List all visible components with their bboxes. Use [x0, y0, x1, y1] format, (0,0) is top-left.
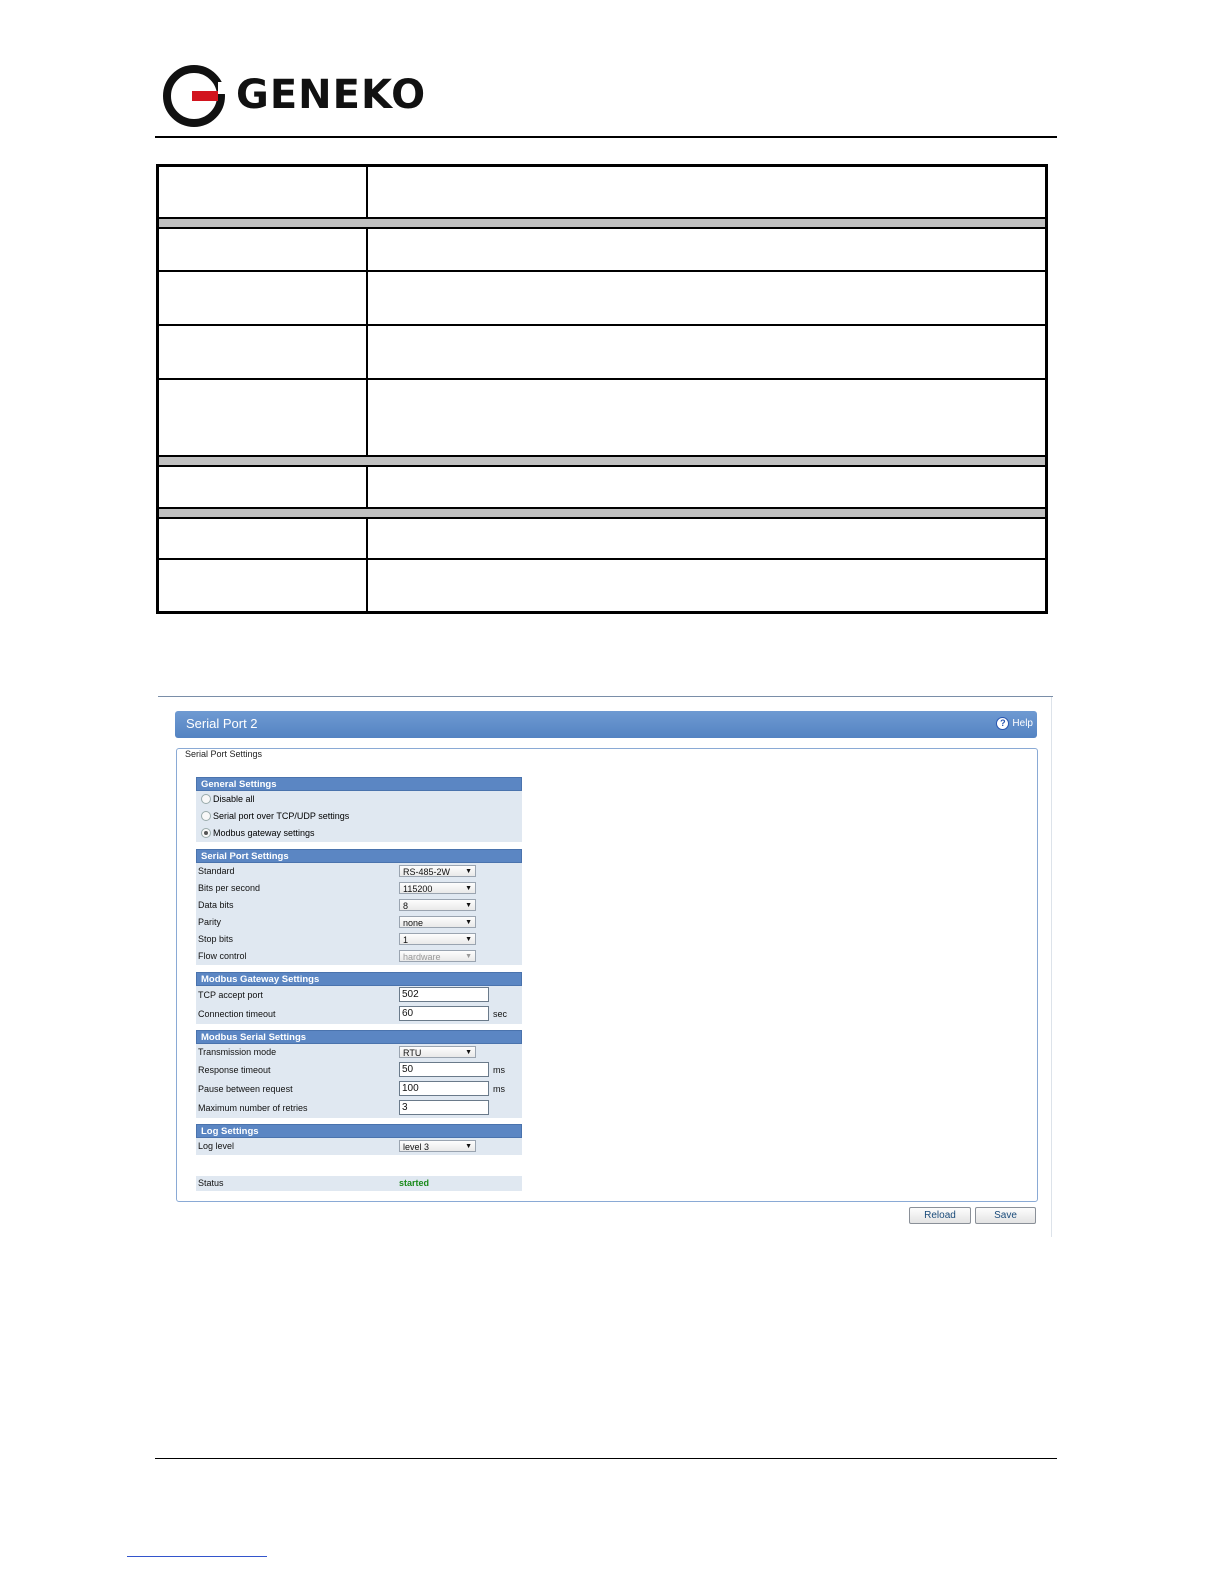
- field-label: Stop bits: [198, 934, 234, 944]
- field-label: TCP accept port: [198, 990, 263, 1000]
- radio-modbus-gateway[interactable]: [196, 825, 522, 842]
- gateway-heading: Modbus Gateway Settings: [196, 972, 522, 986]
- table-row: [159, 519, 1045, 560]
- field-label: Response timeout: [198, 1065, 271, 1075]
- field-label: Parity: [198, 917, 222, 927]
- pause-between-request-row: [196, 1080, 522, 1099]
- table-row: [159, 467, 1045, 509]
- footer-link-underline[interactable]: [127, 1555, 267, 1557]
- table-row: [159, 167, 1045, 219]
- field-label: Data bits: [198, 900, 234, 910]
- modbus-serial-heading: Modbus Serial Settings: [196, 1030, 522, 1044]
- response-timeout-row: [196, 1061, 522, 1080]
- connection-timeout-input[interactable]: 60: [399, 1006, 489, 1021]
- window-titlebar: [175, 711, 1037, 738]
- dropdown-arrow-icon: ▼: [465, 1049, 472, 1056]
- radio-label[interactable]: Disable all: [213, 794, 255, 804]
- general-settings-panel: [196, 777, 522, 842]
- dropdown-arrow-icon: ▼: [465, 1143, 472, 1150]
- field-label: Bits per second: [198, 883, 261, 893]
- select-value: level 3: [403, 1142, 430, 1152]
- serial-settings-heading: Serial Port Settings: [196, 849, 522, 863]
- field-label: Log level: [198, 1141, 235, 1151]
- field-label: Pause between request: [198, 1084, 293, 1094]
- save-button[interactable]: Save: [975, 1207, 1036, 1224]
- select-value: 115200: [403, 884, 433, 894]
- radio-serial-over-tcp-udp[interactable]: [196, 808, 522, 825]
- standard-select[interactable]: [399, 865, 476, 877]
- field-label: Standard: [198, 866, 235, 876]
- modbus-gateway-panel: [196, 972, 522, 1024]
- table-row: [159, 229, 1045, 272]
- table-row: [159, 272, 1045, 326]
- brand-name: GENEKO: [236, 72, 427, 118]
- dropdown-arrow-icon: ▼: [465, 936, 472, 943]
- radio-button[interactable]: [201, 794, 211, 804]
- table-section-separator: [159, 509, 1045, 519]
- max-retries-input[interactable]: 3: [399, 1100, 489, 1115]
- help-icon[interactable]: ?: [996, 717, 1009, 730]
- select-value: RS-485-2W: [403, 867, 451, 877]
- parity-row: [196, 914, 522, 931]
- field-label: Transmission mode: [198, 1047, 277, 1057]
- dropdown-arrow-icon: ▼: [465, 919, 472, 926]
- screenshot-edge: [1051, 697, 1052, 1237]
- table-row: [159, 380, 1045, 457]
- status-panel: [196, 1176, 522, 1191]
- help-link[interactable]: [996, 717, 1033, 730]
- flow-control-select: [399, 950, 476, 962]
- select-value: 1: [403, 935, 409, 945]
- stop-bits-select[interactable]: [399, 933, 476, 945]
- connection-timeout-row: [196, 1005, 522, 1024]
- tcp-port-row: [196, 986, 522, 1005]
- log-level-select[interactable]: [399, 1140, 476, 1152]
- dropdown-arrow-icon: ▼: [465, 885, 472, 892]
- table-row: [159, 560, 1045, 611]
- data-bits-select[interactable]: [399, 899, 476, 911]
- geneko-logo: [160, 62, 427, 132]
- table-section-separator: [159, 457, 1045, 467]
- dropdown-arrow-icon: ▼: [465, 953, 472, 960]
- stop-bits-row: [196, 931, 522, 948]
- radio-button-selected[interactable]: [201, 828, 211, 838]
- log-level-row: [196, 1138, 522, 1155]
- select-value: 8: [403, 901, 409, 911]
- radio-disable-all[interactable]: [196, 791, 522, 808]
- reload-button[interactable]: Reload: [909, 1207, 971, 1224]
- data-bits-row: [196, 897, 522, 914]
- standard-row: [196, 863, 522, 880]
- select-value: hardware: [403, 952, 441, 962]
- tcp-port-input[interactable]: 502: [399, 987, 489, 1002]
- serial-port-settings-panel: [196, 849, 522, 965]
- status-value: started: [399, 1178, 430, 1188]
- transmission-mode-select[interactable]: [399, 1046, 476, 1058]
- unit-label: sec: [493, 1009, 508, 1019]
- geneko-logo-icon: [160, 62, 232, 132]
- radio-label[interactable]: Modbus gateway settings: [213, 828, 315, 838]
- fieldset-legend: Serial Port Settings: [185, 749, 263, 759]
- parity-select[interactable]: [399, 916, 476, 928]
- radio-button[interactable]: [201, 811, 211, 821]
- unit-label: ms: [493, 1065, 505, 1075]
- log-settings-heading: Log Settings: [196, 1124, 522, 1138]
- radio-label[interactable]: Serial port over TCP/UDP settings: [213, 811, 350, 821]
- help-label[interactable]: Help: [1012, 718, 1033, 729]
- footer-rule: [155, 1458, 1057, 1459]
- response-timeout-input[interactable]: 50: [399, 1062, 489, 1077]
- bits-per-second-row: [196, 880, 522, 897]
- field-label: Connection timeout: [198, 1009, 276, 1019]
- header-rule: [155, 136, 1057, 138]
- parameter-table: [156, 164, 1048, 614]
- pause-between-request-input[interactable]: 100: [399, 1081, 489, 1096]
- select-value: RTU: [403, 1048, 422, 1058]
- max-retries-row: [196, 1099, 522, 1118]
- dropdown-arrow-icon: ▼: [465, 868, 472, 875]
- table-row: [159, 326, 1045, 380]
- modbus-serial-panel: [196, 1030, 522, 1118]
- bits-per-second-select[interactable]: [399, 882, 476, 894]
- flow-control-row: [196, 948, 522, 965]
- field-label: Flow control: [198, 951, 247, 961]
- field-label: Maximum number of retries: [198, 1103, 308, 1113]
- status-row: [196, 1176, 522, 1191]
- unit-label: ms: [493, 1084, 505, 1094]
- table-section-separator: [159, 219, 1045, 229]
- transmission-mode-row: [196, 1044, 522, 1061]
- status-label: Status: [198, 1178, 224, 1188]
- window-title: Serial Port 2: [186, 716, 258, 731]
- general-settings-heading: General Settings: [196, 777, 522, 791]
- log-settings-panel: [196, 1124, 522, 1155]
- select-value: none: [403, 918, 424, 928]
- dropdown-arrow-icon: ▼: [465, 902, 472, 909]
